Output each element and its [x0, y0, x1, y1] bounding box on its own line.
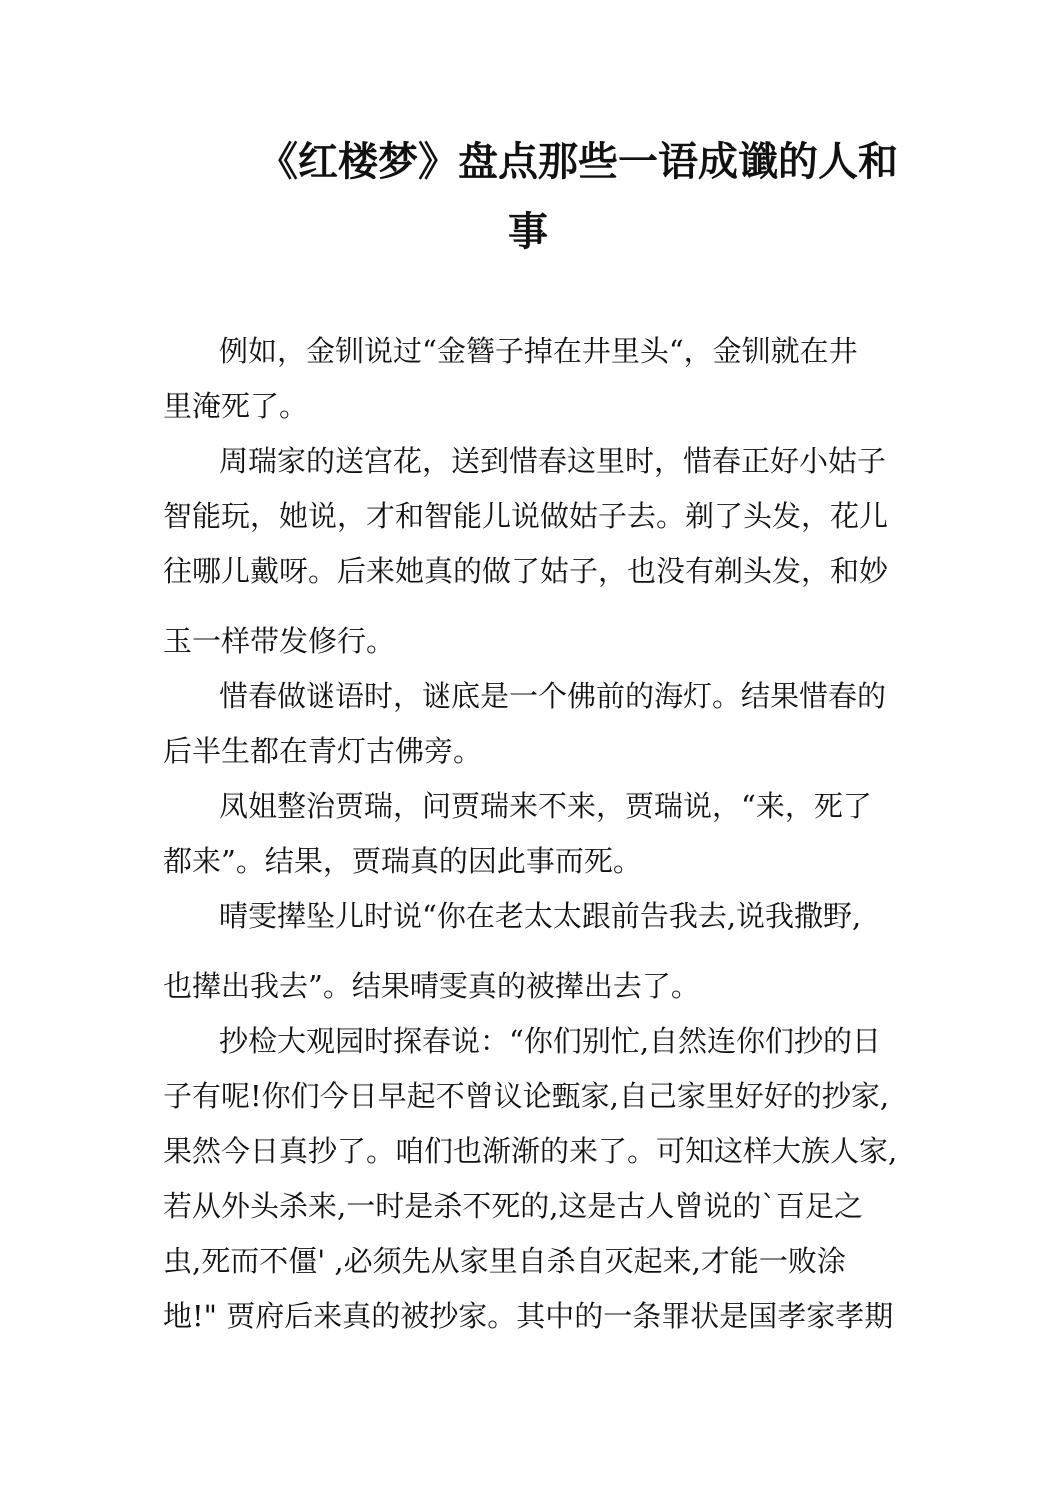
- body-line-12: 也撵出我去”。结果晴雯真的被撵出去了。: [163, 969, 700, 1003]
- body-line-16: 若从外头杀来,一时是杀不死的,这是古人曾说的`百足之: [163, 1189, 863, 1223]
- document-title-line-2: 事: [508, 209, 548, 255]
- body-line-13: 抄检大观园时探春说：“你们别忙,自然连你们抄的日: [219, 1024, 882, 1058]
- body-line-15: 果然今日真抄了。咱们也渐渐的来了。可知这样大族人家,: [163, 1134, 898, 1168]
- body-line-6: 玉一样带发修行。: [163, 624, 396, 658]
- body-line-3: 周瑞家的送宫花，送到惜春这里时，惜春正好小姑子: [219, 444, 887, 478]
- body-line-1: 例如，金钏说过“金簪子掉在井里头“，金钏就在井: [219, 334, 858, 368]
- body-line-14: 子有呢!你们今日早起不曾议论甄家,自己家里好好的抄家,: [163, 1079, 890, 1113]
- body-line-8: 后半生都在青灯古佛旁。: [163, 734, 483, 768]
- body-line-9: 凤姐整治贾瑞，问贾瑞来不来，贾瑞说，“来，死了: [219, 789, 872, 823]
- body-line-4: 智能玩，她说，才和智能儿说做姑子去。剃了头发，花儿: [163, 499, 889, 533]
- body-line-10: 都来”。结果，贾瑞真的因此事而死。: [163, 844, 642, 878]
- body-line-11: 晴雯撵坠儿时说“你在老太太跟前告我去,说我撒野,: [219, 899, 862, 933]
- body-line-17: 虫,死而不僵' ,必须先从家里自杀自灭起来,才能一败涂: [163, 1244, 846, 1278]
- document-title-line-1: 《红楼梦》盘点那些一语成谶的人和: [258, 139, 898, 185]
- body-line-5: 往哪儿戴呀。后来她真的做了姑子，也没有剃头发，和妙: [163, 554, 889, 588]
- body-line-2: 里淹死了。: [163, 389, 309, 423]
- body-line-18: 地!" 贾府后来真的被抄家。其中的一条罪状是国孝家孝期: [163, 1299, 894, 1333]
- body-line-7: 惜春做谜语时，谜底是一个佛前的海灯。结果惜春的: [219, 679, 887, 713]
